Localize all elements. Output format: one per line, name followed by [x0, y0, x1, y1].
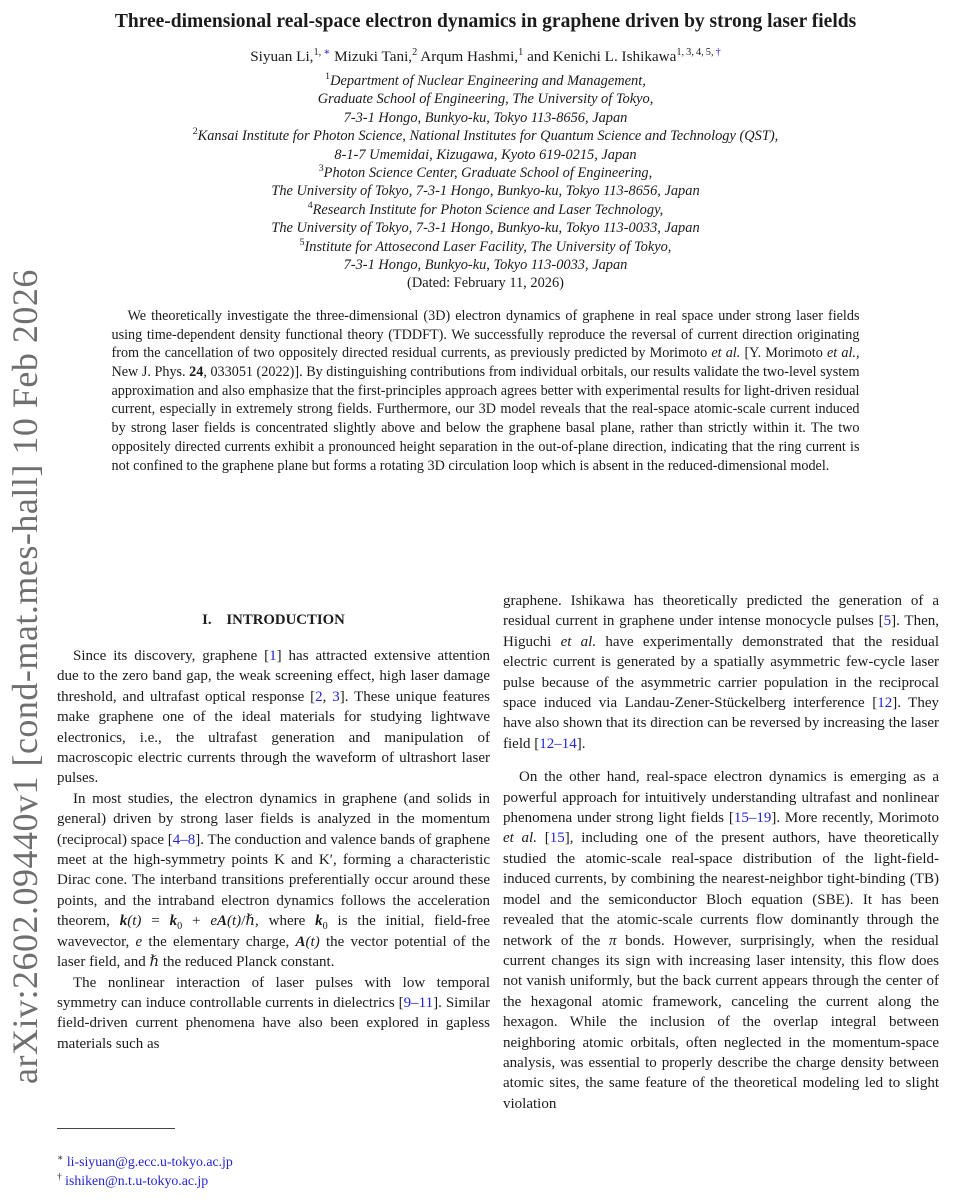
citation-link[interactable]: 4–8	[172, 831, 196, 848]
text-span: [	[536, 830, 550, 847]
right-column	[503, 591, 939, 1200]
citation-link[interactable]: 3	[332, 688, 340, 705]
text-span: ]. Then, Higuchi	[503, 613, 939, 650]
affiliations-block	[46, 72, 926, 293]
italic-text: 8-1-7 Umemidai, Kizugawa, Kyoto 619-0215, Japan	[334, 146, 637, 163]
superscript: 5	[299, 236, 305, 248]
math-vector: k	[119, 913, 128, 930]
text-span: ]. These unique features make graphene one of the ideal materials for studying lightwave electronics, i.e., the ultrafast generation and manipulation of macroscopic electric currents through the waveform of ultrashort laser pulses.	[57, 688, 490, 787]
author-line	[56, 48, 916, 66]
italic-text: Research Institute for Photon Science and Laser Technology,	[312, 201, 664, 218]
affiliation-line	[46, 127, 926, 145]
text-span: have experimentally demonstrated that the residual electric current is generated by a spatially asymmetric few-cycle laser pulse because of the asymmetric carrier population in the reciprocal space induced via Landau-Zener-Stückelberg interference [	[503, 633, 939, 712]
text-span: graphene. Ishikawa has theoretically predicted the generation of a residual current in graphene under intense monocycle pulses [	[503, 593, 939, 630]
superscript: 1,	[313, 46, 324, 58]
paragraph	[57, 789, 490, 973]
bold-text: 24	[189, 363, 204, 380]
italic-text: The University of Tokyo, 7-3-1 Hongo, Bunkyo-ku, Tokyo 113-0033, Japan	[271, 220, 700, 237]
superscript: 1	[518, 46, 524, 58]
text-span: Siyuan Li,	[250, 48, 314, 65]
text-span: the vector potential of the laser field, and ℏ the reduced Planck constant.	[57, 933, 490, 971]
affiliation-line	[46, 146, 926, 164]
paragraph	[503, 767, 939, 1114]
citation-link[interactable]: 5	[883, 613, 892, 630]
email-link[interactable]: ishiken@n.t.u-tokyo.ac.jp	[65, 1172, 209, 1188]
italic-text: The University of Tokyo, 7-3-1 Hongo, Bunkyo-ku, Tokyo 113-8656, Japan	[271, 183, 700, 200]
math-text: e	[210, 913, 217, 930]
footnote-line	[57, 1172, 490, 1191]
superscript: 3	[318, 163, 324, 175]
italic-text: Kansai Institute for Photon Science, National Institutes for Quantum Science and Technology (QST),	[197, 128, 779, 145]
superscript: 2	[192, 126, 198, 138]
citation-link[interactable]: 15	[549, 830, 565, 847]
footnote-line	[57, 1153, 490, 1172]
affiliation-line	[46, 164, 926, 182]
superscript: 1, 3, 4, 5,	[676, 46, 716, 58]
text-span: Arqum Hashmi,	[417, 48, 519, 65]
text-span: bonds. However, surprisingly, when the residual current changes its sign with increasing laser intensity, this flow does not vanish uniformly, but the back current appears through the center of the hexagonal atomic framework, canceling the current along the hexagon. While the inclusion of the overlap integral between neighboring atomic orbitals, often neglected in the momentum-space analysis, was essential to properly describe the charge density between atomic sites, the same feature of the theoretical modeling led to slight violation	[503, 932, 939, 1112]
text-span: (Dated: February 11, 2026)	[407, 275, 564, 292]
italic-text: Graduate School of Engineering, The University of Tokyo,	[317, 91, 654, 108]
superscript: 1	[325, 71, 331, 83]
italic-text: et al.	[560, 633, 597, 650]
affiliation-line	[46, 182, 926, 200]
italic-text: Department of Nuclear Engineering and Management,	[330, 73, 646, 89]
text-span: , New J. Phys.	[111, 345, 860, 380]
paragraph	[503, 591, 939, 754]
math-text: (t)	[305, 933, 320, 950]
superscript: 2	[412, 46, 418, 58]
section-heading-introduction: I. INTRODUCTION	[202, 612, 345, 628]
math-text: (t)	[127, 913, 142, 930]
text-span: ,	[322, 688, 333, 705]
text-span: +	[182, 913, 211, 930]
paragraph	[57, 646, 490, 789]
italic-text: 7-3-1 Hongo, Bunkyo-ku, Tokyo 113-8656, Japan	[343, 109, 628, 126]
citation-link[interactable]: 2	[315, 688, 323, 705]
affiliation-line	[46, 219, 926, 237]
abstract-text	[112, 307, 860, 475]
footnote-marker-link[interactable]: †	[715, 46, 721, 58]
affiliation-line	[46, 72, 926, 90]
text-span: In most studies, the electron dynamics in graphene (and solids in general) driven by strong laser fields is analyzed in the momentum (reciprocal) space [	[57, 790, 490, 848]
citation-link[interactable]: 12	[877, 695, 893, 712]
text-span: is the initial, field-free wavevector,	[57, 913, 490, 950]
subscript: 0	[177, 921, 183, 933]
affiliation-line	[46, 274, 926, 292]
paper-title: Three-dimensional real-space electron dynamics in graphene driven by strong laser fields	[114, 11, 857, 32]
footnote-rule	[57, 1128, 175, 1129]
citation-link[interactable]: 12–14	[539, 735, 577, 752]
left-column-paragraphs	[57, 646, 490, 1054]
italic-text: Photon Science Center, Graduate School of Engineering,	[323, 165, 653, 182]
italic-text: Institute for Attosecond Laser Facility, The University of Tokyo,	[304, 238, 672, 255]
math-vector: A	[295, 933, 306, 950]
citation-link[interactable]: 9–11	[403, 994, 434, 1011]
left-column	[57, 612, 490, 1124]
text-span: /ℏ, where	[241, 913, 316, 930]
footnote-marker-link[interactable]: ∗	[323, 46, 331, 58]
text-span: ]. They have also shown that its direction can be reversed by increasing the laser field [	[503, 695, 939, 752]
math-text: π	[608, 932, 617, 949]
text-span: ]. More recently, Morimoto	[771, 810, 939, 827]
italic-text: 7-3-1 Hongo, Bunkyo-ku, Tokyo 113-0033, Japan	[343, 257, 628, 274]
text-span: , 033051 (2022)]. By distinguishing contributions from individual orbitals, our results validate the two-level system approximation and also emphasize that the first-principles approach agrees better with experimental results for light-driven residual current, especially in extremely strong fields. Furthermore, our 3D model reveals that the real-space atomic-scale current induced by strong laser fields is concentrated slightly above and below the graphene basal plane, rather than strictly within it. The two oppositely directed currents exhibit a pronounced height separation in the out-of-plane direction, indicating that the ring current is not confined to the graphene plane but forms a rotating 3D circulation loop which is absent in the reduced-dimensional model.	[111, 363, 860, 474]
text-span: We theoretically investigate the three-dimensional (3D) electron dynamics of graphene in real space under strong laser fields using time-dependent density functional theory (TDDFT). We successfully reproduce the reversal of current direction originating from the cancellation of two oppositely directed residual currents, as previously predicted by Morimoto	[111, 307, 860, 362]
math-vector: k	[315, 913, 323, 930]
text-span: Since its discovery, graphene [	[73, 648, 270, 664]
math-text: e	[135, 933, 143, 950]
italic-text: et al.	[503, 830, 537, 847]
superscript: 4	[307, 200, 313, 212]
math-text: (t)	[227, 913, 242, 930]
affiliation-line	[46, 90, 926, 108]
footnotes-block	[57, 1128, 490, 1190]
email-link[interactable]: li-siyuan@g.ecc.u-tokyo.ac.jp	[66, 1154, 233, 1169]
citation-link[interactable]: 15–19	[733, 810, 772, 827]
text-span: =	[141, 913, 170, 930]
text-span: the elementary charge,	[142, 933, 296, 950]
text-span: The nonlinear interaction of laser pulses with low temporal symmetry can induce controllable currents in dielectrics [	[57, 974, 490, 1011]
text-span: ] has attracted extensive attention due to the zero band gap, the weak screening effect, high laser damage threshold, and ultrafast optical response [	[57, 648, 490, 705]
citation-link[interactable]: 1	[269, 648, 277, 664]
subscript: 0	[322, 921, 328, 933]
superscript: †	[57, 1172, 62, 1182]
math-vector: A	[217, 913, 228, 930]
text-span: ]. The conduction and valence bands of graphene meet at the high-symmetry points K and K′, forming a characteristic Dirac cone. The interband transitions preferentially occur around these points, and the intraband electron dynamics follows the acceleration theorem,	[57, 831, 490, 930]
math-vector: k	[169, 913, 178, 930]
arxiv-watermark: arXiv:2602.09440v1 [cond-mat.mes-hall] 10 Feb 2026	[5, 269, 45, 1084]
affiliation-line	[46, 201, 926, 219]
italic-text: et al.	[711, 345, 741, 362]
affiliation-line	[46, 109, 926, 127]
text-span: ]. Similar field-driven current phenomena have also been explored in gapless materials such as	[57, 994, 490, 1052]
text-span: ].	[576, 735, 586, 752]
italic-text: et al.	[826, 345, 856, 362]
superscript: ∗	[57, 1153, 64, 1164]
affiliation-line	[46, 256, 926, 274]
text-span: ], including one of the present authors, have theoretically studied the atomic-scale real-space distribution of the light-field-induced currents, by combining the nearest-neighbor tight-binding (TB) model and the semiconductor Bloch equation (SBE). It has been revealed that the atomic-scale currents flow dominantly through the network of the	[503, 830, 939, 949]
affiliation-line	[46, 238, 926, 256]
text-span: On the other hand, real-space electron dynamics is emerging as a powerful approach for intuitively understanding ultrafast and nonlinear phenomena under strong light fields [	[503, 769, 939, 827]
text-span: [Y. Morimoto	[740, 345, 827, 362]
text-span: and Kenichi L. Ishikawa	[523, 48, 677, 65]
text-span: Mizuki Tani,	[330, 48, 413, 65]
paragraph	[57, 973, 490, 1055]
footnote-lines	[57, 1153, 490, 1190]
